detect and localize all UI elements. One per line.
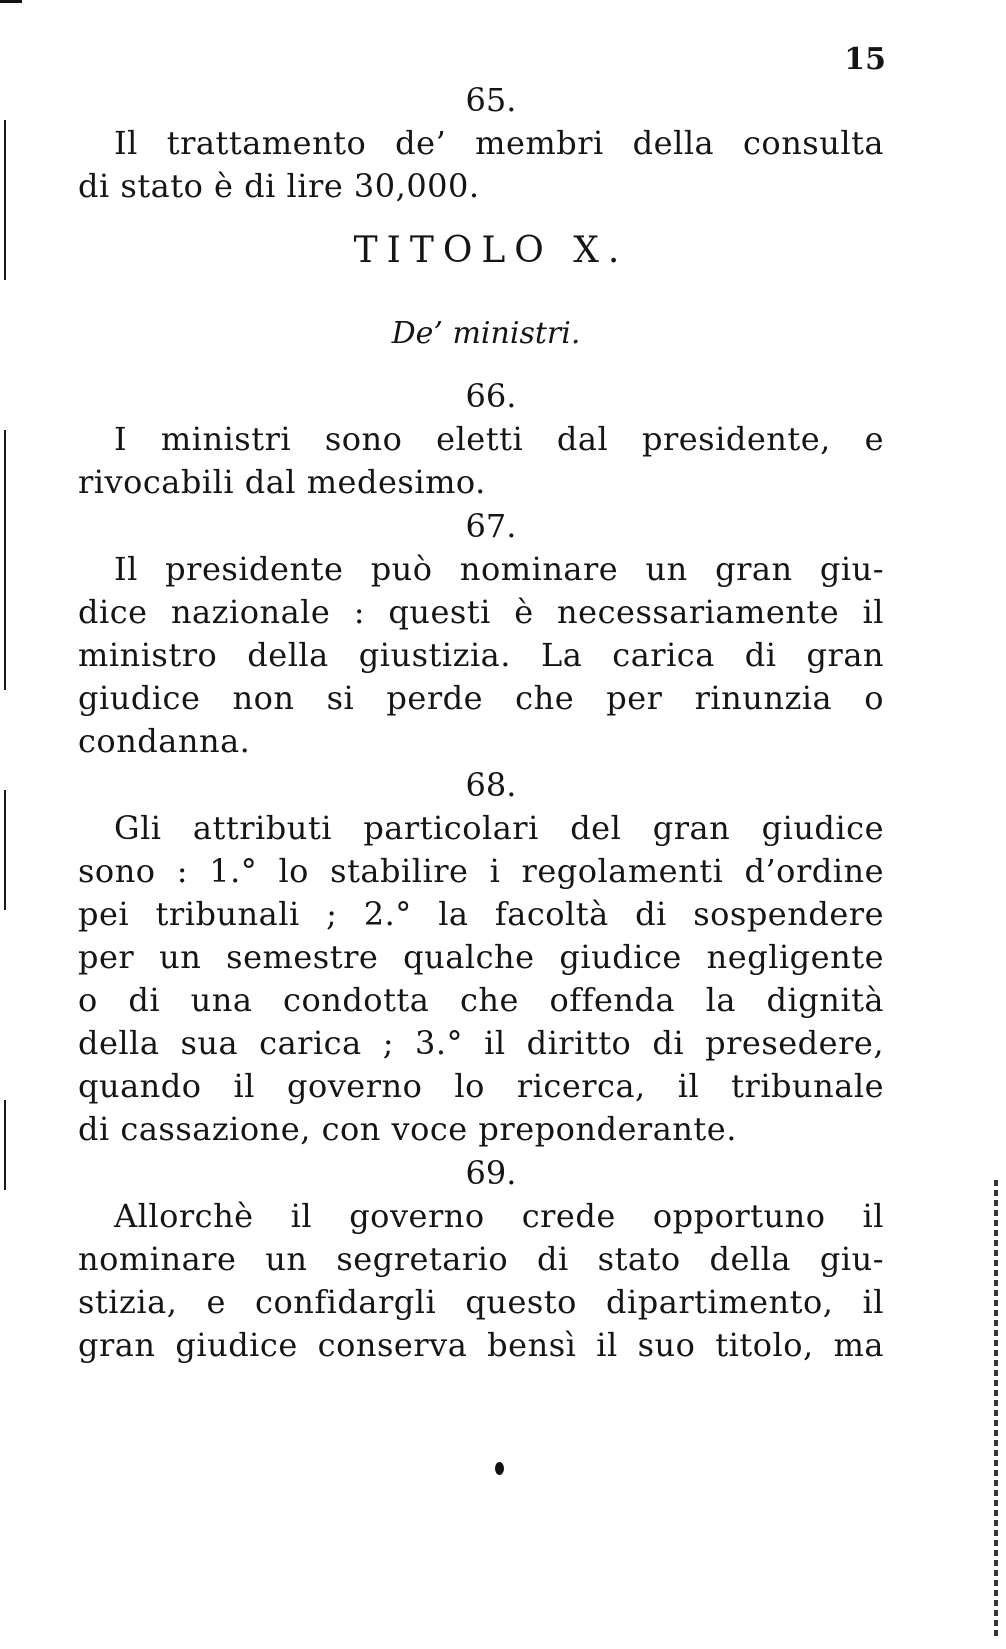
text-line: sono : 1.° lo stabilire i regolamenti d’ordine bbox=[78, 852, 884, 890]
article-66 bbox=[78, 374, 884, 504]
text-line: o di una condotta che offenda la dignità bbox=[78, 981, 884, 1019]
text-line: della sua carica ; 3.° il diritto di presedere, bbox=[78, 1024, 884, 1062]
text-line: nominare un segretario di stato della giu- bbox=[78, 1240, 884, 1278]
article-67 bbox=[78, 504, 884, 763]
scan-corner-mark bbox=[0, 0, 22, 3]
text-line: Gli attributi particolari del gran giudice bbox=[114, 809, 884, 847]
article-68 bbox=[78, 763, 884, 1151]
text-line: condanna. bbox=[78, 722, 251, 760]
text-line: di cassazione, con voce preponderante. bbox=[78, 1110, 737, 1148]
scan-right-edge bbox=[994, 1180, 998, 1640]
scan-left-edge bbox=[4, 120, 6, 280]
text-line: giudice non si perde che per rinunzia o bbox=[78, 679, 884, 717]
text-line: gran giudice conserva bensì il suo titolo, ma bbox=[78, 1326, 884, 1364]
text-line: quando il governo lo ricerca, il tribunale bbox=[78, 1067, 884, 1105]
article-65 bbox=[78, 78, 884, 208]
scan-left-edge bbox=[4, 790, 6, 910]
article-number: 65. bbox=[465, 81, 517, 119]
section-subtitle: De’ ministri. bbox=[391, 316, 581, 351]
text-line: I ministri sono eletti dal presidente, e bbox=[114, 420, 884, 458]
page-text bbox=[78, 78, 884, 1367]
text-line: rivocabili dal medesimo. bbox=[78, 463, 486, 501]
article-number: 67. bbox=[465, 507, 517, 545]
article-number: 68. bbox=[465, 766, 517, 804]
text-line: Il presidente può nominare un gran giu- bbox=[114, 550, 884, 588]
signature-mark bbox=[495, 1462, 504, 1475]
scan-left-edge bbox=[4, 1100, 6, 1190]
text-line: stizia, e confidargli questo dipartimento, il bbox=[78, 1283, 884, 1321]
text-line: Allorchè il governo crede opportuno il bbox=[114, 1197, 884, 1235]
text-line: Il trattamento de’ membri della consulta bbox=[114, 124, 884, 162]
text-line: pei tribunali ; 2.° la facoltà di sospendere bbox=[78, 895, 884, 933]
page-number: 15 bbox=[844, 42, 886, 77]
text-line: ministro della giustizia. La carica di gran bbox=[78, 636, 884, 674]
text-line: per un semestre qualche giudice negligente bbox=[78, 938, 884, 976]
article-69 bbox=[78, 1151, 884, 1367]
text-line: di stato è di lire 30,000. bbox=[78, 167, 480, 205]
article-number: 66. bbox=[465, 377, 517, 415]
text-line: dice nazionale : questi è necessariamente il bbox=[78, 593, 884, 631]
section-title: TITOLO X. bbox=[353, 230, 629, 271]
article-number: 69. bbox=[465, 1154, 517, 1192]
scan-left-edge bbox=[4, 430, 6, 690]
